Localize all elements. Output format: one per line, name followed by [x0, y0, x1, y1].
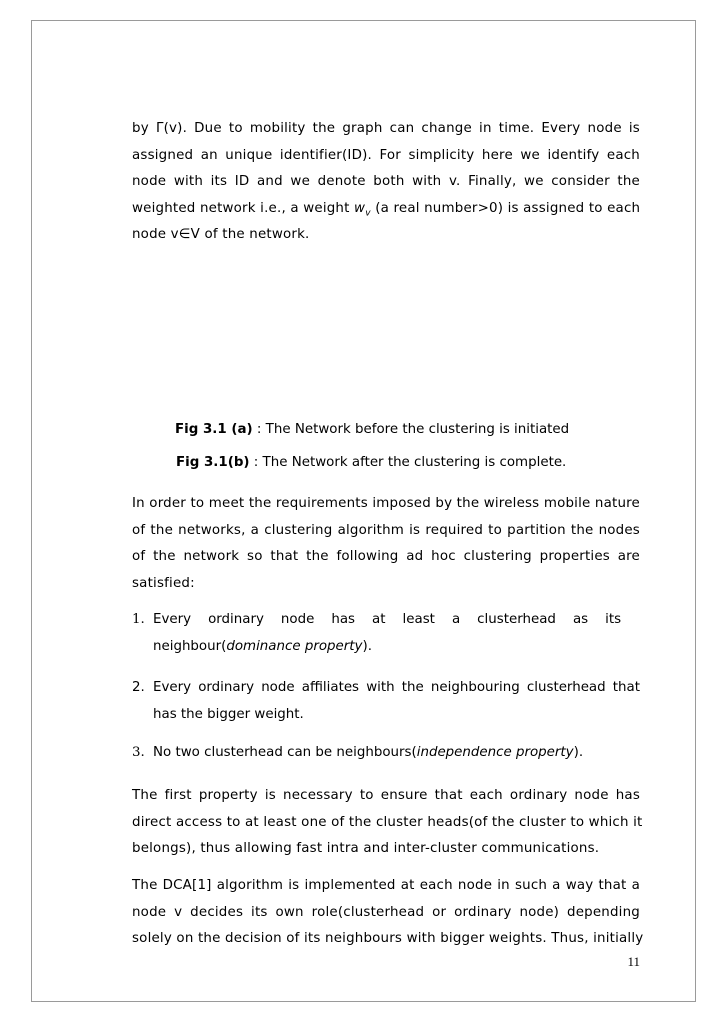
text-line: Every ordinary node affiliates with the neighbouring clusterhead that: [153, 680, 640, 695]
page-number: 11: [627, 954, 640, 969]
list-item-2: 2. Every ordinary node affiliates with the neighbouring clusterhead that has the bigger weight.: [132, 675, 640, 728]
text-line: In order to meet the requirements imposed by the wireless mobile nature: [132, 496, 640, 511]
caption-fig-a: Fig 3.1 (a) : The Network before the clustering is initiated: [175, 422, 570, 437]
caption-fig-b: Fig 3.1(b) : The Network after the clustering is complete.: [176, 455, 567, 470]
network-figure: [0, 220, 728, 420]
list-item-1: 1. Every ordinary node has at least a clusterhead as its neighbour(dominance property).: [132, 607, 640, 660]
text-line: solely on the decision of its neighbours with bigger weights. Thus, initially: [132, 931, 644, 946]
text-line: satisfied:: [132, 575, 195, 591]
paragraph-requirements: [132, 491, 640, 597]
paragraph-first-property: [132, 783, 643, 863]
text-line: by Γ(v). Due to mobility the graph can change in time. Every node is: [132, 121, 640, 136]
text-line: neighbour(dominance property).: [153, 638, 372, 654]
text-line: assigned an unique identifier(ID). For simplicity here we identify each: [132, 147, 640, 163]
text-line: No two clusterhead can be neighbours(independence property).: [153, 745, 584, 760]
text-line: The DCA[1] algorithm is implemented at each node in such a way that a: [132, 878, 640, 893]
text-line: of the networks, a clustering algorithm is required to partition the nodes: [132, 522, 640, 538]
text-line: of the network so that the following ad hoc clustering properties are: [132, 549, 640, 564]
text-line: has the bigger weight.: [153, 706, 304, 722]
text-line: Every ordinary node has at least a clusterhead as its: [153, 612, 622, 627]
text-line: weighted network i.e., a weight $w_v$ (a real number>0) is assigned to each: [132, 200, 641, 219]
text-line: node v decides its own role(clusterhead or ordinary node) depending: [132, 904, 640, 920]
text-line: node v∈V of the network.: [132, 227, 310, 242]
paragraph-dca: [132, 873, 644, 953]
text-line: The first property is necessary to ensure that each ordinary node has: [132, 788, 640, 803]
text-line: direct access to at least one of the cluster heads(of the cluster to which it: [132, 814, 643, 830]
list-item-3: 3. No two clusterhead can be neighbours(independence property).: [132, 740, 640, 767]
text-line: node with its ID and we denote both with v. Finally, we consider the: [132, 174, 640, 189]
text-line: belongs), thus allowing fast intra and inter-cluster communications.: [132, 841, 600, 856]
